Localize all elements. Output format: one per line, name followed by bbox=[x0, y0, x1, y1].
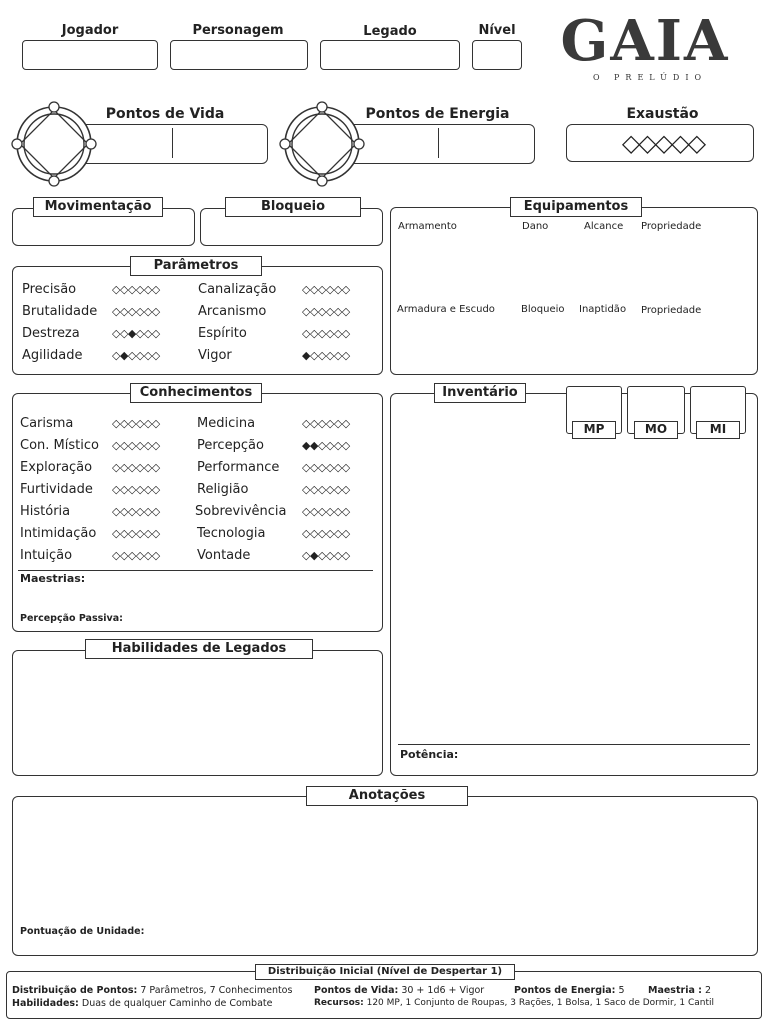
skill-pips[interactable]: ◇◇◇◇◇◇ bbox=[112, 417, 160, 430]
unit-score-label: Pontuação de Unidade: bbox=[20, 926, 145, 937]
legacy-field[interactable] bbox=[320, 40, 460, 70]
footer-resources bbox=[314, 998, 714, 1008]
armor-col: Armadura e Escudo bbox=[397, 304, 495, 315]
skill-name: Exploração bbox=[20, 460, 93, 475]
armor-col: Bloqueio bbox=[521, 304, 565, 315]
footer-hp-value: 30 + 1d6 + Vigor bbox=[401, 985, 485, 996]
block-label: Bloqueio bbox=[225, 197, 361, 217]
armor-col: Propriedade bbox=[641, 305, 702, 316]
skill-name: Tecnologia bbox=[197, 526, 266, 541]
skill-pips[interactable]: ◇◇◇◇◇◇ bbox=[302, 461, 350, 474]
skill-name: Con. Místico bbox=[20, 438, 99, 453]
footer-skills-label: Habilidades: bbox=[12, 998, 79, 1009]
footer-points-value: 7 Parâmetros, 7 Conhecimentos bbox=[140, 985, 293, 996]
armor-col: Inaptidão bbox=[579, 304, 627, 315]
param-name: Espírito bbox=[198, 326, 247, 341]
equipment-title: Equipamentos bbox=[510, 197, 642, 217]
footer-hp-label: Pontos de Vida: bbox=[314, 985, 399, 996]
skill-pips[interactable]: ◇◇◇◇◇◇ bbox=[302, 417, 350, 430]
energy-ornament-icon bbox=[276, 100, 368, 188]
weapon-col: Propriedade bbox=[641, 221, 702, 232]
equipment-panel[interactable] bbox=[390, 207, 758, 375]
skill-name: Intimidação bbox=[20, 526, 97, 541]
footer-energy bbox=[514, 985, 625, 996]
mastery-divider bbox=[18, 570, 373, 571]
footer-energy-label: Pontos de Energia: bbox=[514, 985, 616, 996]
param-name: Arcanismo bbox=[198, 304, 267, 319]
param-pips[interactable]: ◇◇◇◇◇◇ bbox=[112, 305, 160, 318]
param-pips[interactable]: ◇◇◇◇◇◇ bbox=[302, 327, 350, 340]
coin-mo-label: MO bbox=[634, 421, 678, 439]
inventory-panel[interactable] bbox=[390, 393, 758, 776]
footer-resources-label: Recursos: bbox=[314, 998, 364, 1008]
skill-name: Vontade bbox=[197, 548, 251, 563]
character-field[interactable] bbox=[170, 40, 308, 70]
skill-pips[interactable]: ◇◇◇◇◇◇ bbox=[112, 461, 160, 474]
exhaustion-diamonds[interactable]: ◇◇◇◇◇ bbox=[621, 129, 705, 157]
footer-title: Distribuição Inicial (Nível de Despertar 1) bbox=[255, 964, 515, 980]
potency-label: Potência: bbox=[400, 748, 459, 761]
skill-pips[interactable]: ◇◇◇◇◇◇ bbox=[112, 483, 160, 496]
footer-energy-value: 5 bbox=[618, 985, 625, 996]
movement-label: Movimentação bbox=[33, 197, 163, 217]
param-pips[interactable]: ◇◇◆◇◇◇ bbox=[112, 327, 160, 340]
param-name: Destreza bbox=[22, 326, 80, 341]
skill-pips[interactable]: ◆◆◇◇◇◇ bbox=[302, 439, 350, 452]
footer-mastery-value: 2 bbox=[705, 985, 712, 996]
energy-label: Pontos de Energia bbox=[365, 106, 510, 122]
param-pips[interactable]: ◇◇◇◇◇◇ bbox=[112, 283, 160, 296]
gaia-logo bbox=[540, 10, 750, 72]
param-name: Vigor bbox=[198, 348, 232, 363]
footer-mastery-label: Maestria : bbox=[648, 985, 702, 996]
skill-name: Carisma bbox=[20, 416, 74, 431]
param-name: Canalização bbox=[198, 282, 277, 297]
level-field[interactable] bbox=[472, 40, 522, 70]
passive-perception-label: Percepção Passiva: bbox=[20, 613, 123, 624]
energy-divider bbox=[438, 128, 439, 158]
knowledge-title: Conhecimentos bbox=[130, 383, 262, 403]
mastery-label: Maestrias: bbox=[20, 572, 86, 585]
weapon-col: Dano bbox=[522, 221, 549, 232]
weapon-col: Armamento bbox=[398, 221, 457, 232]
param-pips[interactable]: ◆◇◇◇◇◇ bbox=[302, 349, 350, 362]
potency-divider bbox=[398, 744, 750, 745]
skill-name: Performance bbox=[197, 460, 280, 475]
footer-hp bbox=[314, 985, 484, 996]
param-name: Agilidade bbox=[22, 348, 83, 363]
skill-pips[interactable]: ◇◇◇◇◇◇ bbox=[112, 527, 160, 540]
skill-name: Sobrevivência bbox=[195, 504, 287, 519]
legacy-skills-panel[interactable] bbox=[12, 650, 383, 776]
inventory-title: Inventário bbox=[434, 383, 526, 403]
hp-label: Pontos de Vida bbox=[105, 106, 225, 122]
player-field[interactable] bbox=[22, 40, 158, 70]
param-name: Precisão bbox=[22, 282, 77, 297]
skill-name: Intuição bbox=[20, 548, 73, 563]
notes-title: Anotações bbox=[306, 786, 468, 806]
logo-title: GAIA bbox=[560, 8, 730, 74]
exhaustion-label: Exaustão bbox=[626, 106, 699, 122]
skill-pips[interactable]: ◇◆◇◇◇◇ bbox=[302, 549, 350, 562]
footer-mastery bbox=[648, 985, 711, 996]
weapon-col: Alcance bbox=[584, 221, 624, 232]
skill-pips[interactable]: ◇◇◇◇◇◇ bbox=[112, 549, 160, 562]
footer-skills-value: Duas de qualquer Caminho de Combate bbox=[81, 998, 273, 1009]
legacy-label: Legado bbox=[363, 24, 417, 39]
skill-pips[interactable]: ◇◇◇◇◇◇ bbox=[302, 527, 350, 540]
footer-points bbox=[12, 985, 292, 996]
hp-divider bbox=[172, 128, 173, 158]
footer-skills bbox=[12, 998, 272, 1009]
character-label: Personagem bbox=[192, 23, 284, 38]
coin-mi-label: MI bbox=[696, 421, 740, 439]
hp-ornament-icon bbox=[8, 100, 100, 188]
legacy-skills-title: Habilidades de Legados bbox=[85, 639, 313, 659]
param-pips[interactable]: ◇◇◇◇◇◇ bbox=[302, 305, 350, 318]
skill-name: História bbox=[20, 504, 71, 519]
footer-points-label: Distribuição de Pontos: bbox=[12, 985, 138, 996]
skill-pips[interactable]: ◇◇◇◇◇◇ bbox=[302, 483, 350, 496]
player-label: Jogador bbox=[61, 23, 119, 38]
param-name: Brutalidade bbox=[22, 304, 98, 319]
skill-pips[interactable]: ◇◇◇◇◇◇ bbox=[302, 505, 350, 518]
logo-subtitle: O PRELÚDIO bbox=[592, 73, 708, 82]
level-label: Nível bbox=[478, 23, 516, 38]
param-pips[interactable]: ◇◆◇◇◇◇ bbox=[112, 349, 160, 362]
skill-name: Percepção bbox=[197, 438, 264, 453]
skill-name: Religião bbox=[197, 482, 249, 497]
param-pips[interactable]: ◇◇◇◇◇◇ bbox=[302, 283, 350, 296]
skill-pips[interactable]: ◇◇◇◇◇◇ bbox=[112, 439, 160, 452]
footer-resources-value: 120 MP, 1 Conjunto de Roupas, 3 Rações, 1 Bolsa, 1 Saco de Dormir, 1 Cantil bbox=[366, 998, 715, 1008]
skill-name: Medicina bbox=[197, 416, 256, 431]
skill-name: Furtividade bbox=[20, 482, 93, 497]
parameters-title: Parâmetros bbox=[130, 256, 262, 276]
skill-pips[interactable]: ◇◇◇◇◇◇ bbox=[112, 505, 160, 518]
coin-mp-label: MP bbox=[572, 421, 616, 439]
